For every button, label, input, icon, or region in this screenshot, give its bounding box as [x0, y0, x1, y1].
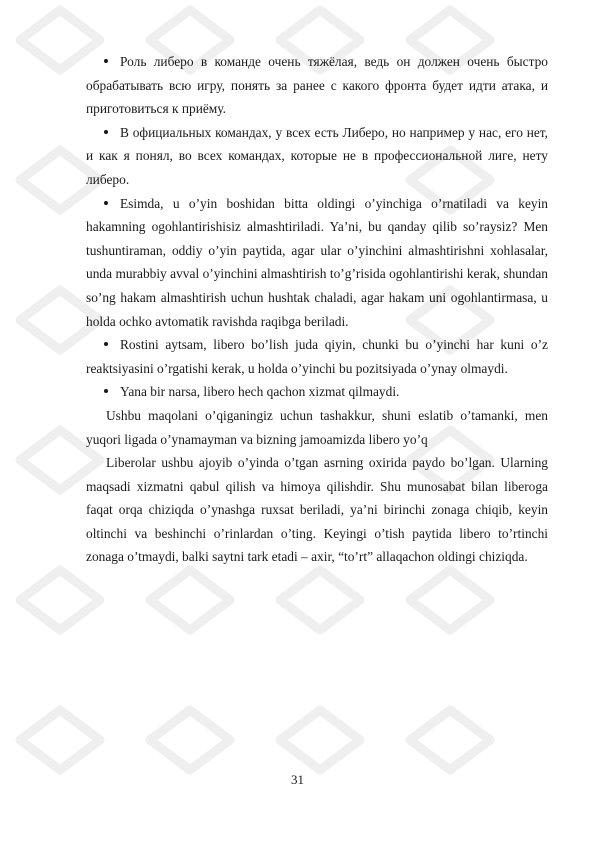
paragraph: Liberolar ushbu ajoyib o’yinda o’tgan asrning oxirida paydo bo’lgan. Ularning maqsadi xizmatni qabul qilish va himoya qilishdir. Shu munosabat bilan liberoga faqat orqa chiziqda o’ynashga ruxsat beriladi, ya’ni birinchi zonaga chiqib, keyin oltinchi va beshinchi o’rinlardan o’ting. Keyingi o’tish paytida libero to’rtinchi zonaga o’tmaydi, balki saytni tark etadi – axir, “to’rt” allaqachon oldingi chiziqda. [86, 455, 548, 565]
bullet-text: Esimda, u o’yin boshidan bitta oldingi o’yinchiga o’rnatiladi va keyin hakamning ogohlantirishisiz almashtiriladi. Ya’ni, bu qanday qilib so’raysiz? Men tushuntiraman, oddiy o’yin paytida, agar ular o’yinchini almashtirishni xohlasalar, unda murabbiy avval o’yinchini almashtirish to’g’risida ogohlantirishi kerak, shundan so’ng hakam almashtirish uchun hushtak chaladi, agar hakam uni ogohlantirmasa, u holda ochko avtomatik ravishda raqibga beriladi. [86, 195, 548, 329]
bullet-icon [104, 59, 108, 63]
bullet-text: Rostini aytsam, libero bo’lish juda qiyin, chunki bu o’yinchi har kuni o’z reaktsiyasini o’rgatishi kerak, u holda o’yinchi bu pozitsiyada o’ynay olmaydi. [86, 337, 548, 376]
page-number: 31 [291, 772, 304, 787]
bullet-item [86, 192, 548, 334]
bullet-icon [104, 130, 108, 134]
bullet-icon [104, 201, 108, 205]
bullet-text: Роль либеро в команде очень тяжёлая, ведь он должен очень быстро обрабатывать всю игру, понять за ранее с какого фронта будет идти атака, и приготовиться к приёму. [86, 54, 548, 117]
bullet-text: Yana bir narsa, libero hech qachon xizmat qilmaydi. [120, 384, 400, 400]
document-body [86, 50, 548, 569]
bullet-item [86, 380, 548, 404]
bullet-item [86, 50, 548, 121]
bullet-item [86, 333, 548, 380]
bullet-item [86, 121, 548, 192]
paragraph: Ushbu maqolani o’qiganingiz uchun tashakkur, shuni eslatib o’tamanki, men yuqori ligada o’ynamayman va bizning jamoamizda libero yo’q [86, 407, 548, 447]
bullet-text: В официальных командах, у всех есть Либеро, но например у нас, его нет, и как я понял, во всех командах, которые не в профессиональной лиге, нету либеро. [86, 124, 548, 187]
